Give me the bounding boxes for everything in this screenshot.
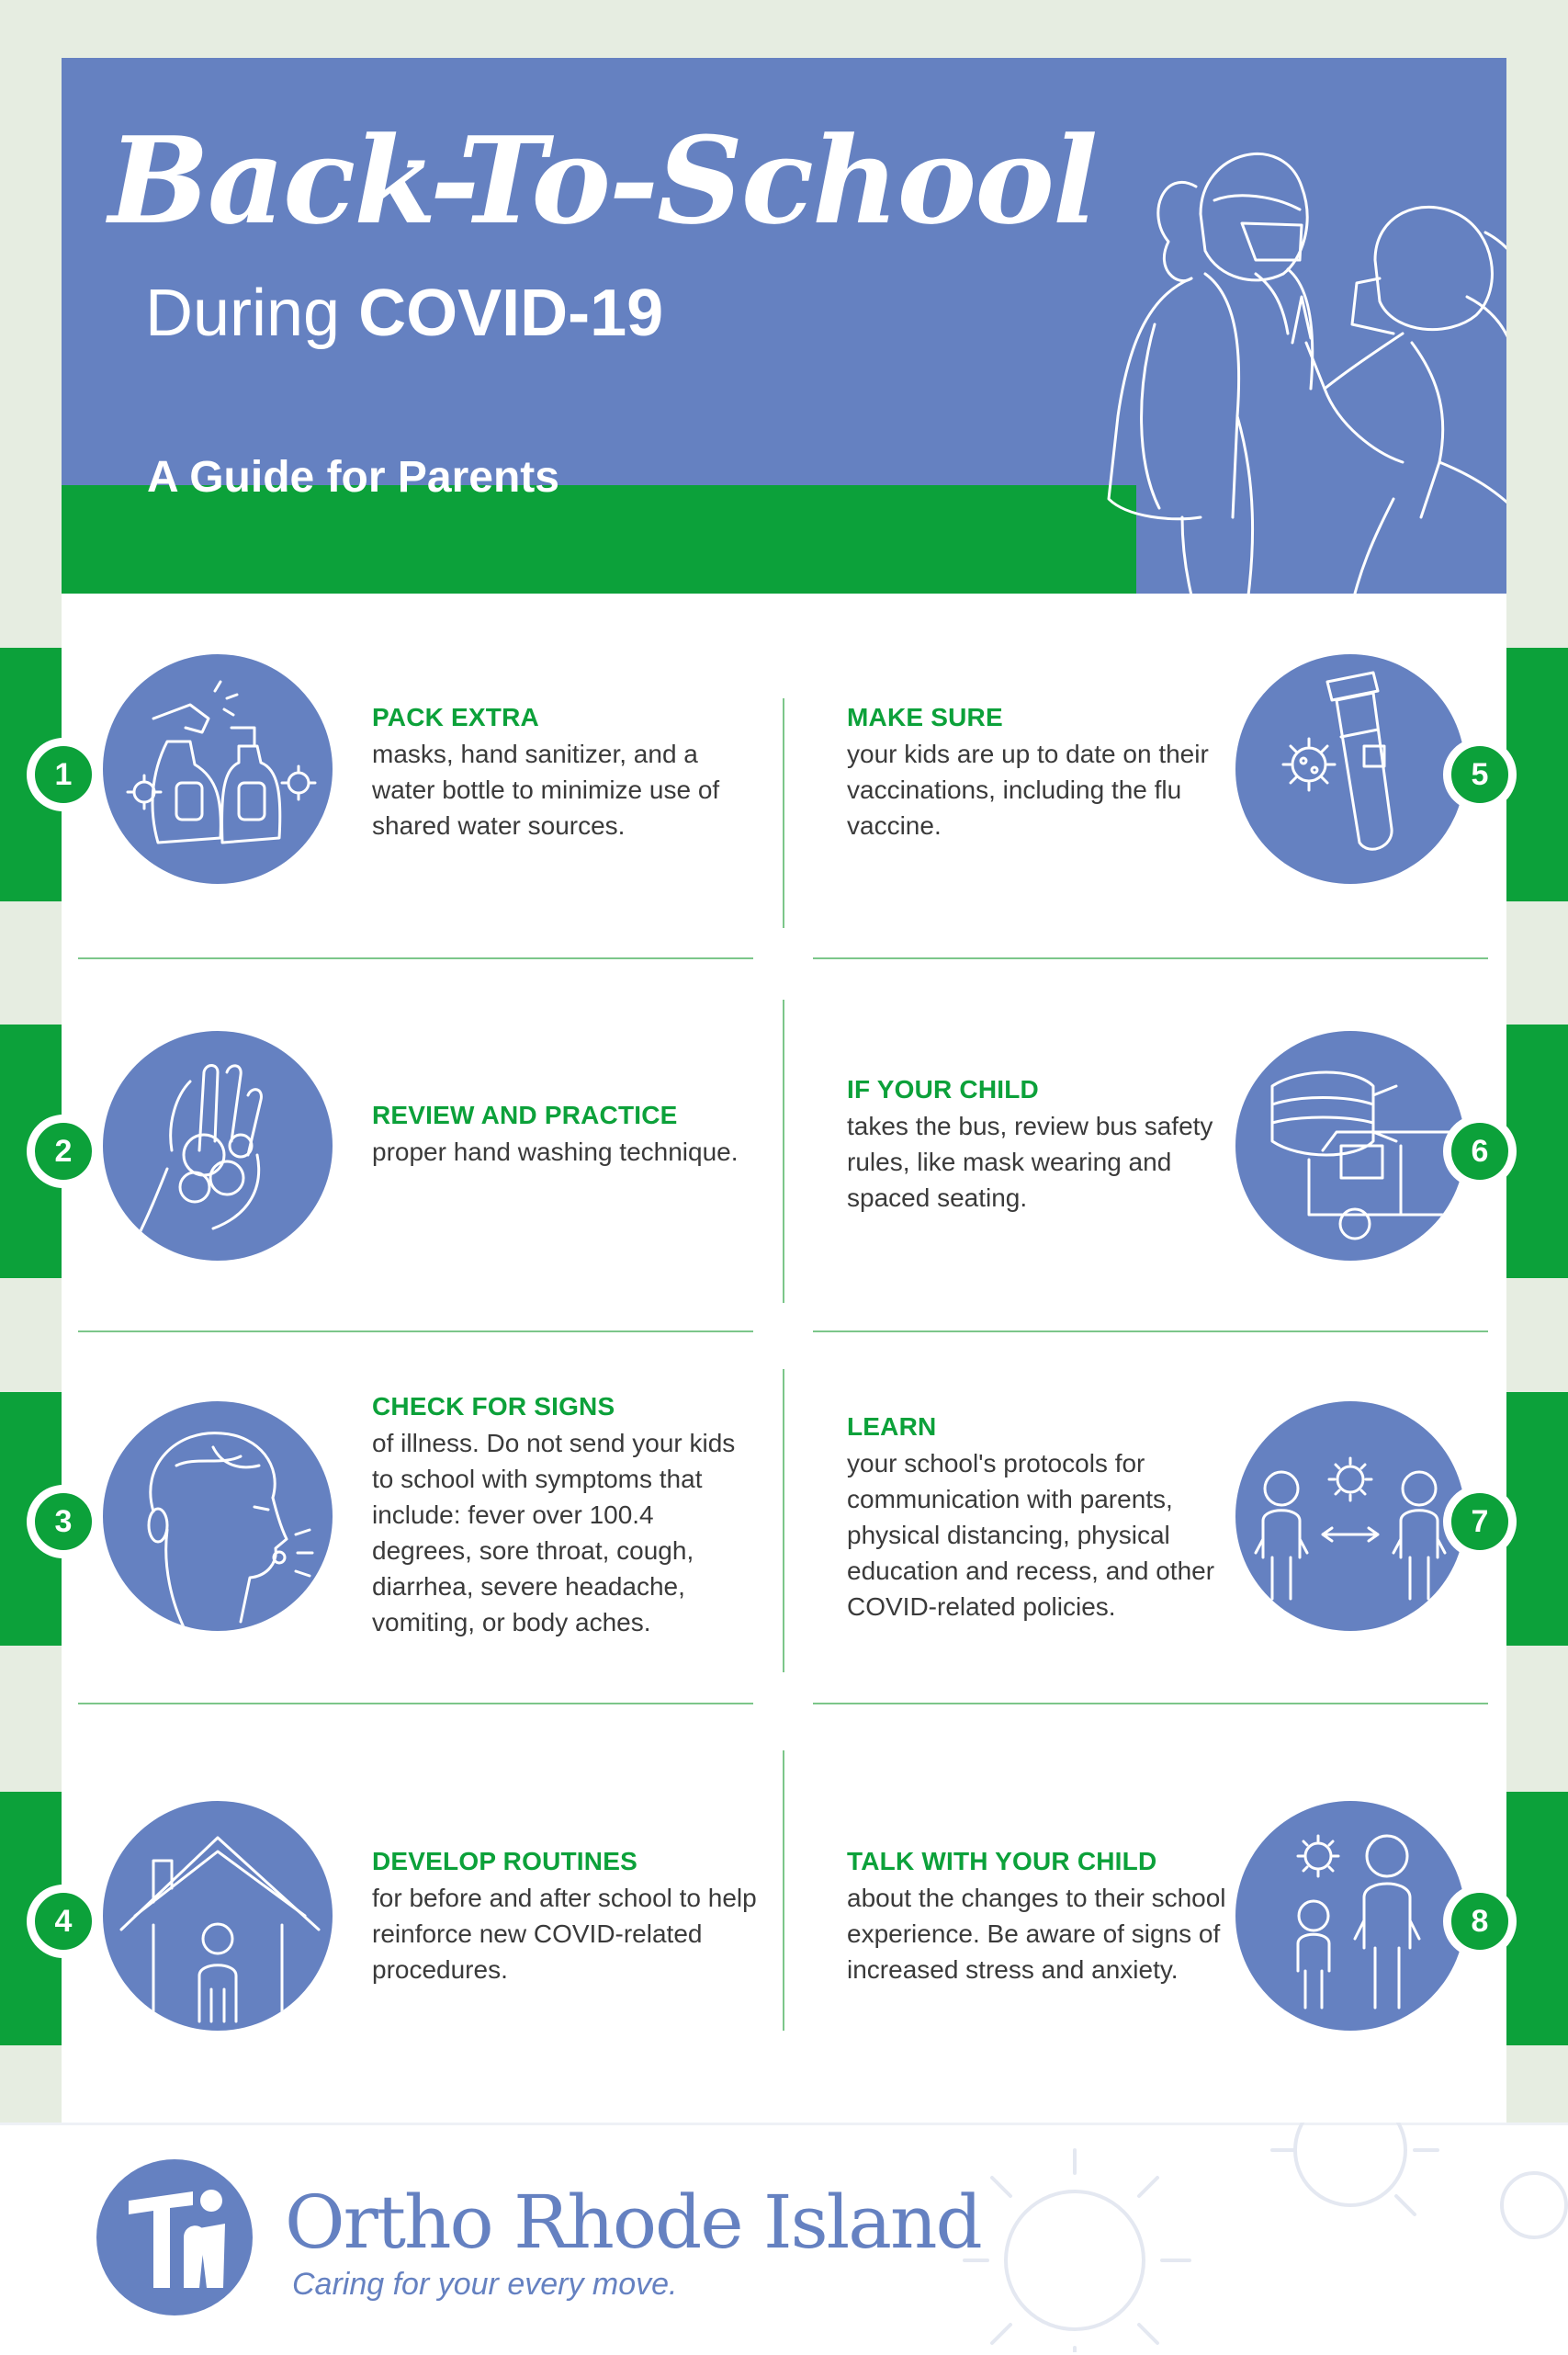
divider-vertical bbox=[783, 1369, 784, 1672]
tip-body: your school's protocols for communication with parents, physical distancing, physical education and recess, and other COVID-related policies. bbox=[847, 1449, 1215, 1621]
tip-item-3 bbox=[372, 1392, 758, 1640]
subtitle-covid: COVID-19 bbox=[358, 277, 664, 350]
divider bbox=[78, 1703, 753, 1704]
coughing-child-icon bbox=[103, 1401, 333, 1631]
tip-item-5 bbox=[847, 703, 1233, 843]
step-badge: 1 bbox=[27, 738, 100, 811]
sanitizer-spray-icon bbox=[103, 654, 333, 884]
step-badge: 5 bbox=[1443, 738, 1517, 811]
step-badge: 4 bbox=[27, 1885, 100, 1958]
step-badge: 6 bbox=[1443, 1115, 1517, 1188]
step-badge: 2 bbox=[27, 1115, 100, 1188]
tip-body: proper hand washing technique. bbox=[372, 1138, 739, 1166]
tip-heading: CHECK FOR SIGNS bbox=[372, 1392, 615, 1421]
divider-vertical bbox=[783, 1750, 784, 2031]
page-subtitle bbox=[145, 276, 663, 351]
house-icon bbox=[103, 1801, 333, 2031]
tip-body: masks, hand sanitizer, and a water bottle to minimize use of shared water sources. bbox=[372, 740, 720, 840]
ortho-ri-logo-icon bbox=[96, 2159, 253, 2315]
hand-washing-icon bbox=[103, 1031, 333, 1261]
tip-item-2 bbox=[372, 1101, 758, 1170]
guide-ribbon-label: A Guide for Parents bbox=[147, 453, 559, 502]
page-title: Back-To-School bbox=[108, 110, 1097, 251]
social-distancing-icon bbox=[1235, 1401, 1465, 1631]
tip-item-1 bbox=[372, 703, 758, 843]
tip-heading: DEVELOP ROUTINES bbox=[372, 1847, 637, 1875]
parent-child-icon bbox=[1235, 1801, 1465, 2031]
tip-heading: PACK EXTRA bbox=[372, 703, 539, 731]
divider-vertical bbox=[783, 698, 784, 928]
tip-heading: REVIEW AND PRACTICE bbox=[372, 1101, 678, 1129]
brand-name: Ortho Rhode Island bbox=[285, 2180, 981, 2265]
tip-item-6 bbox=[847, 1075, 1233, 1216]
bus-mask-icon bbox=[1235, 1031, 1465, 1261]
subtitle-during: During bbox=[145, 277, 341, 350]
tip-item-8 bbox=[847, 1847, 1233, 1987]
tip-item-7 bbox=[847, 1412, 1233, 1625]
tip-body: about the changes to their school experience. Be aware of signs of increased stress and anxiety. bbox=[847, 1884, 1226, 1984]
divider bbox=[78, 1330, 753, 1332]
tip-body: takes the bus, review bus safety rules, like mask wearing and spaced seating. bbox=[847, 1112, 1213, 1212]
tip-body: of illness. Do not send your kids to school with symptoms that include: fever over 100.4 degrees, sore throat, cough, diarrhea, severe headache, vomiting, or body aches. bbox=[372, 1429, 736, 1636]
step-badge: 3 bbox=[27, 1485, 100, 1558]
tip-body: your kids are up to date on their vaccinations, including the flu vaccine. bbox=[847, 740, 1209, 840]
divider bbox=[813, 1330, 1488, 1332]
tip-heading: MAKE SURE bbox=[847, 703, 1003, 731]
test-tube-virus-icon bbox=[1235, 654, 1465, 884]
tip-heading: LEARN bbox=[847, 1412, 937, 1441]
tip-body: for before and after school to help reinforce new COVID-related procedures. bbox=[372, 1884, 757, 1984]
tip-heading: IF YOUR CHILD bbox=[847, 1075, 1039, 1104]
brand-tagline: Caring for your every move. bbox=[292, 2267, 678, 2302]
step-badge: 8 bbox=[1443, 1885, 1517, 1958]
tip-item-4 bbox=[372, 1847, 758, 1987]
step-badge: 7 bbox=[1443, 1485, 1517, 1558]
divider bbox=[813, 957, 1488, 959]
tip-heading: TALK WITH YOUR CHILD bbox=[847, 1847, 1157, 1875]
divider bbox=[78, 957, 753, 959]
divider bbox=[813, 1703, 1488, 1704]
divider-vertical bbox=[783, 1000, 784, 1303]
